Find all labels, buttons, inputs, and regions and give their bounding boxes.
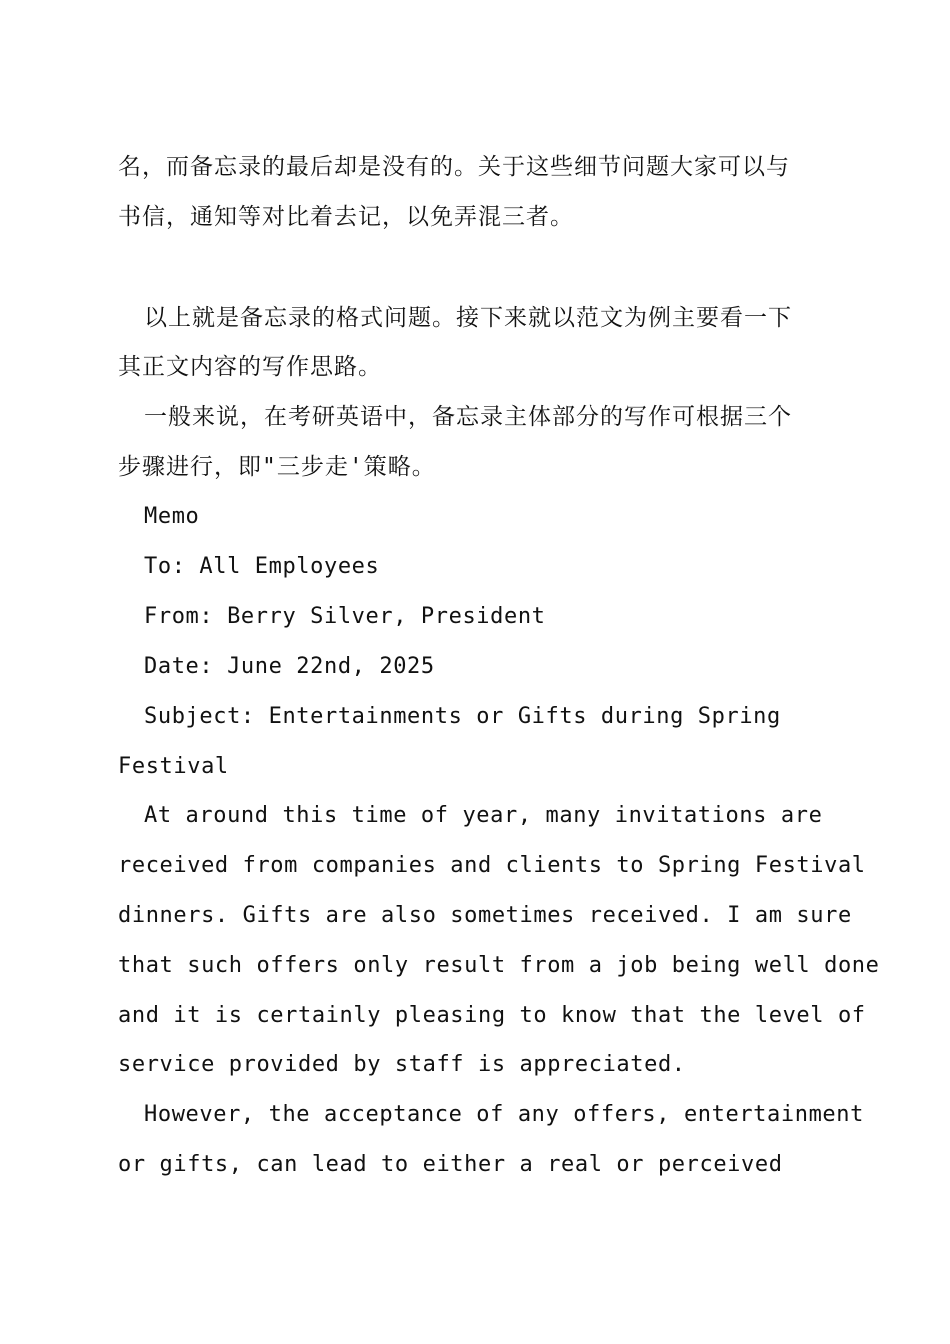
paragraph-line: received from companies and clients to Spring Festival <box>118 853 866 878</box>
paragraph-line: 名，而备忘录的最后却是没有的。关于这些细节问题大家可以与 <box>118 154 790 180</box>
memo-to: To: All Employees <box>144 554 380 579</box>
paragraph-line: 步骤进行，即"三步走'策略。 <box>118 454 436 480</box>
paragraph-line: However, the acceptance of any offers, entertainment <box>144 1102 864 1127</box>
paragraph-line: 书信，通知等对比着去记，以免弄混三者。 <box>118 204 574 230</box>
paragraph-line: and it is certainly pleasing to know that the level of <box>118 1003 866 1028</box>
paragraph-line: that such offers only result from a job being well done <box>118 953 880 978</box>
memo-date: Date: June 22nd, 2025 <box>144 654 435 679</box>
paragraph-line: At around this time of year, many invitations are <box>144 803 823 828</box>
memo-subject-continued: Festival <box>118 754 229 779</box>
memo-from: From: Berry Silver, President <box>144 604 546 629</box>
paragraph-line: or gifts, can lead to either a real or perceived <box>118 1152 783 1177</box>
paragraph-line: service provided by staff is appreciated. <box>118 1052 686 1077</box>
paragraph-line: 其正文内容的写作思路。 <box>118 354 382 380</box>
memo-subject: Subject: Entertainments or Gifts during Spring <box>144 704 781 729</box>
memo-title: Memo <box>144 504 200 529</box>
paragraph-line: 一般来说，在考研英语中，备忘录主体部分的写作可根据三个 <box>144 404 792 430</box>
paragraph-line: dinners. Gifts are also sometimes received. I am sure <box>118 903 852 928</box>
paragraph-line: 以上就是备忘录的格式问题。接下来就以范文为例主要看一下 <box>144 305 792 331</box>
